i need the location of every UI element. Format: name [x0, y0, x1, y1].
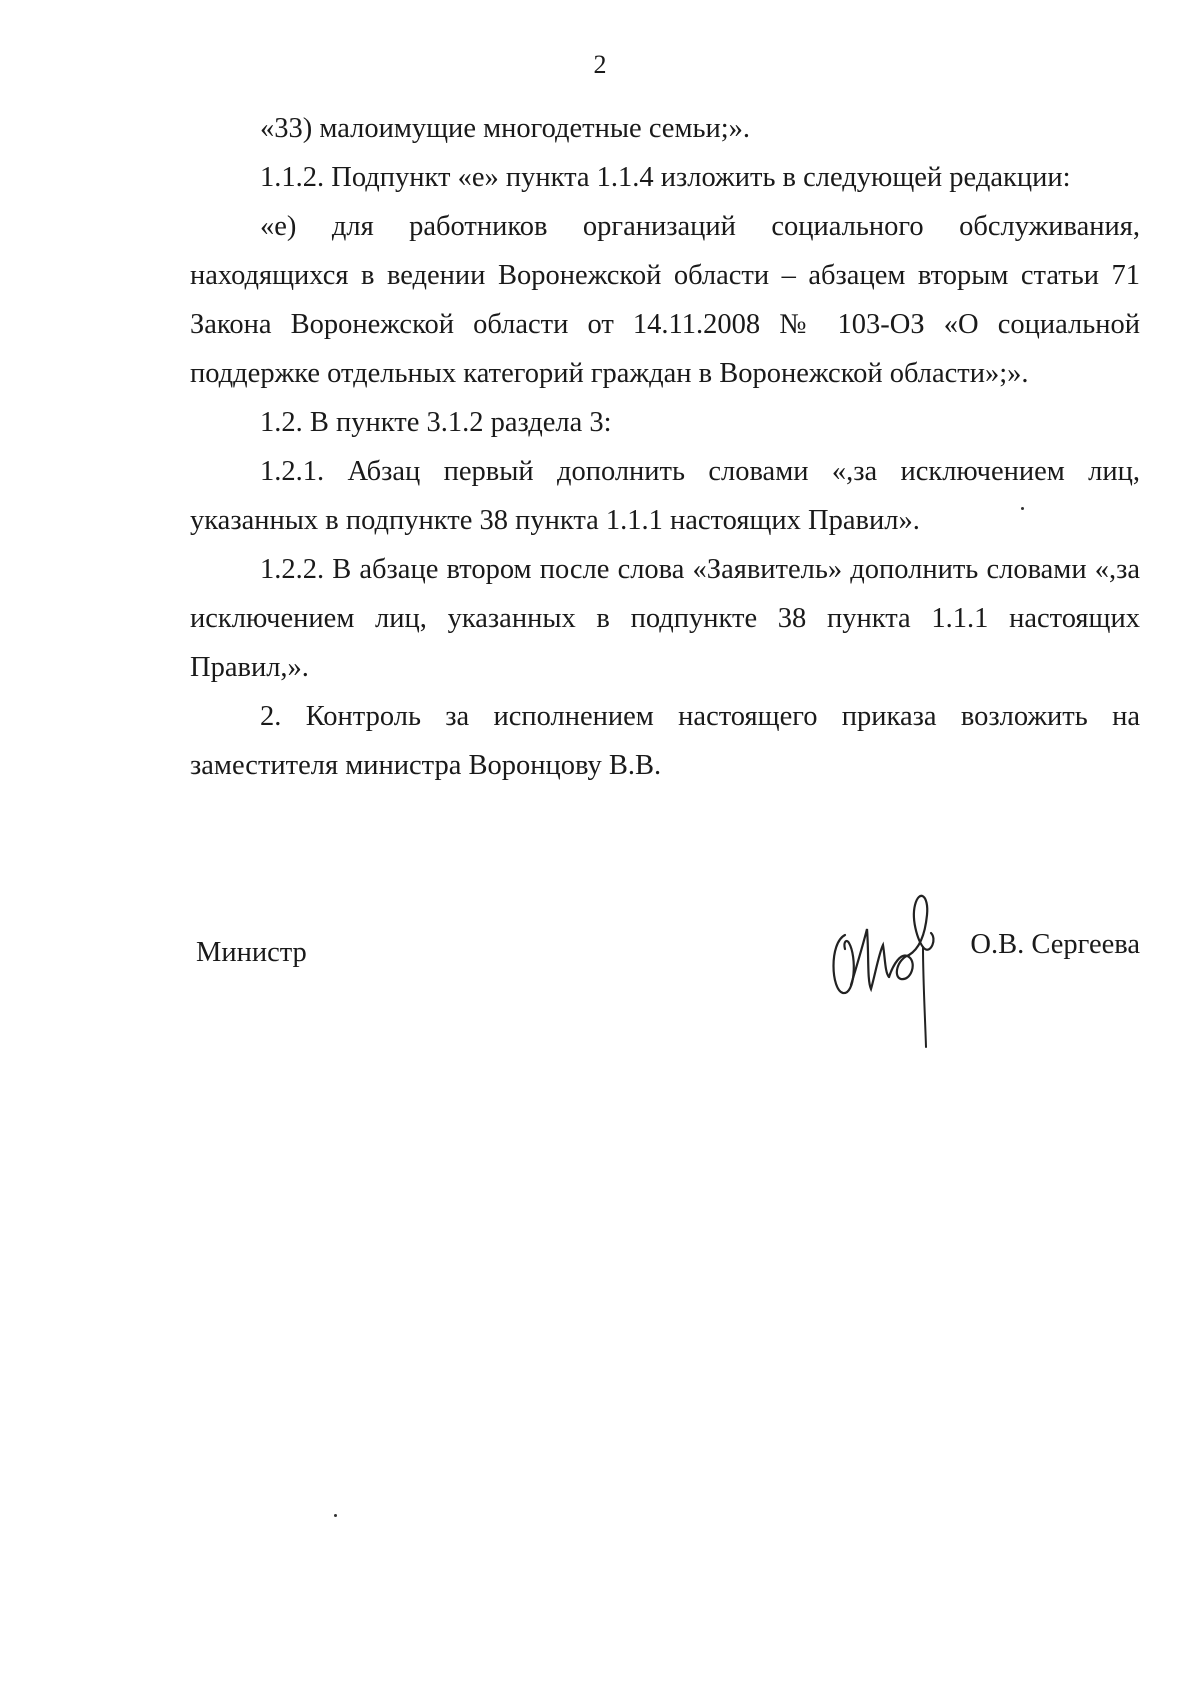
- paragraph-2-control: 2. Контроль за исполнением настоящего приказа возложить на заместителя министра Воронцову В.В.: [190, 701, 1140, 781]
- scan-speck: [1021, 507, 1024, 510]
- page-number: 2: [593, 50, 607, 79]
- handwritten-signature: [827, 885, 957, 1050]
- signature-block: [190, 885, 1140, 1045]
- paragraph-1-2: 1.2. В пункте 3.1.2 раздела 3:: [260, 407, 612, 438]
- scan-speck: [334, 1514, 337, 1517]
- signatory-name: О.В. Сергеева: [970, 929, 1140, 960]
- paragraph-1-2-2: 1.2.2. В абзаце втором после слова «Заявитель» дополнить словами «,за исключением лиц, указанных в подпункте 38 пункта 1.1.1 настоящих Правил,».: [190, 554, 1140, 683]
- document-body: [190, 104, 1140, 790]
- paragraph-1-2-1: 1.2.1. Абзац первый дополнить словами «,за исключением лиц, указанных в подпункте 38 пункта 1.1.1 настоящих Правил».: [190, 456, 1140, 536]
- signatory-title: Министр: [196, 937, 307, 968]
- paragraph-subpoint-e: «е) для работников организаций социального обслуживания, находящихся в ведении Воронежской области – абзацем вторым статьи 71 Закона Воронежской области от 14.11.2008 № 103-ОЗ «О социальной поддержке отдельных категорий граждан в Воронежской области»;».: [190, 211, 1140, 389]
- paragraph-1-1-2: 1.1.2. Подпункт «е» пункта 1.1.4 изложить в следующей редакции:: [260, 162, 1071, 193]
- paragraph-item-33: «33) малоимущие многодетные семьи;».: [260, 113, 751, 144]
